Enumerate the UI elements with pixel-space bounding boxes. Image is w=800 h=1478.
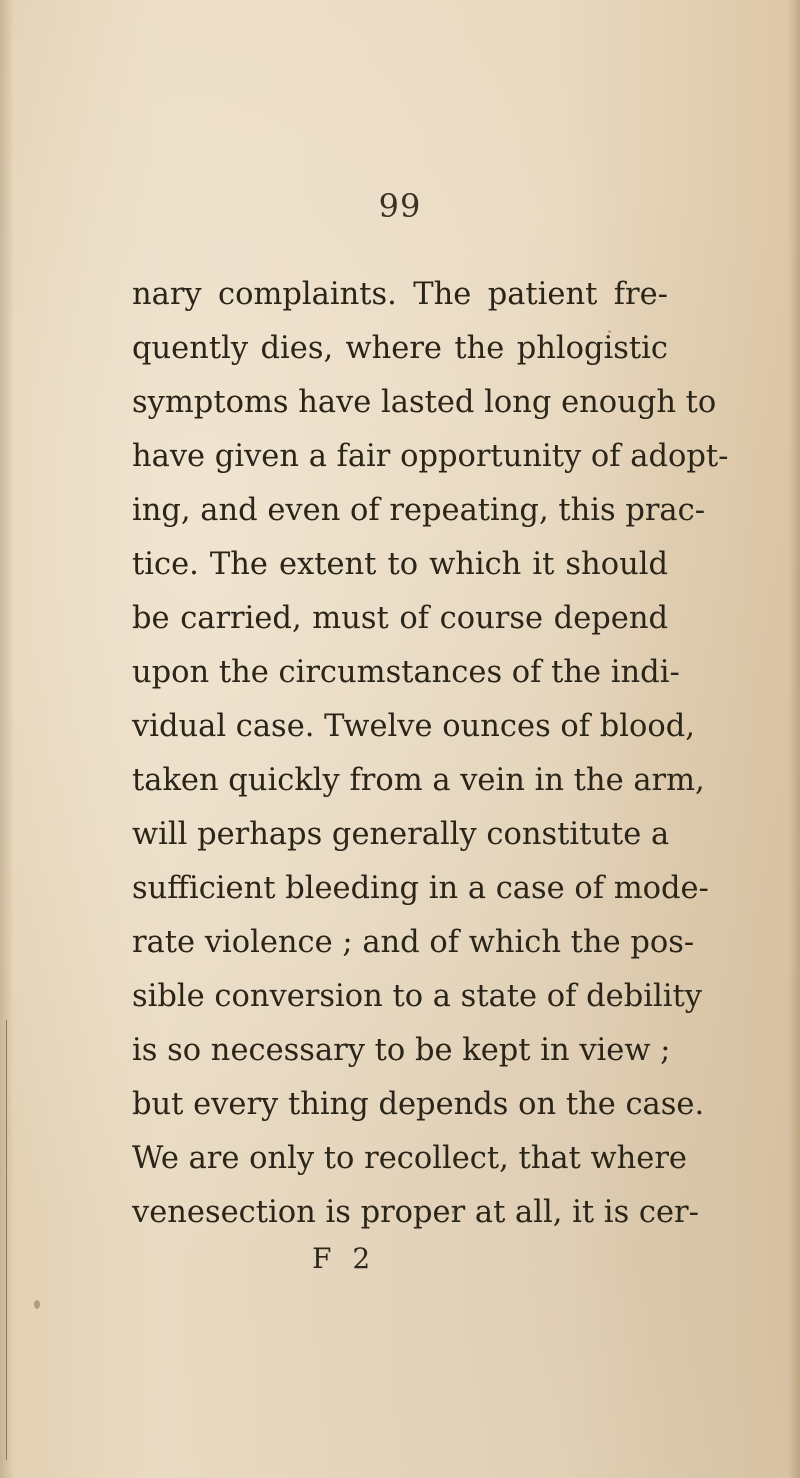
text-line: taken quickly from a vein in the arm, [132,763,705,798]
text-line: venesection is proper at all, it is cer- [132,1195,699,1230]
text-line: is so necessary to be kept in view ; [132,1033,671,1068]
text-line: quently dies, where the phlogistic [132,331,668,366]
paper-blemish [34,1300,40,1309]
paper-blemish [452,1210,454,1214]
text-line: nary complaints. The patient fre- [132,277,668,312]
page-fold-line [6,1020,7,1460]
text-line: upon the circumstances of the indi- [132,655,680,690]
text-line: have given a fair opportunity of adopt- [132,439,729,474]
signature-mark: F 2 [312,1242,377,1275]
text-line: sible conversion to a state of debility [132,979,702,1014]
text-line: symptoms have lasted long enough to [132,385,717,420]
text-line: We are only to recollect, that where [132,1141,687,1176]
text-line: vidual case. Twelve ounces of blood, [132,709,695,744]
text-line: tice. The extent to which it should [132,547,668,582]
text-line: ing, and even of repeating, this prac- [132,493,706,528]
text-line: be carried, must of course depend [132,601,668,636]
paper-blemish [608,330,611,333]
text-line: but every thing depends on the case. [132,1087,705,1122]
text-line: sufficient bleeding in a case of mode- [132,871,709,906]
text-line: rate violence ; and of which the pos- [132,925,695,960]
page-number: 99 [378,187,422,225]
text-line: will perhaps generally constitute a [132,817,670,852]
